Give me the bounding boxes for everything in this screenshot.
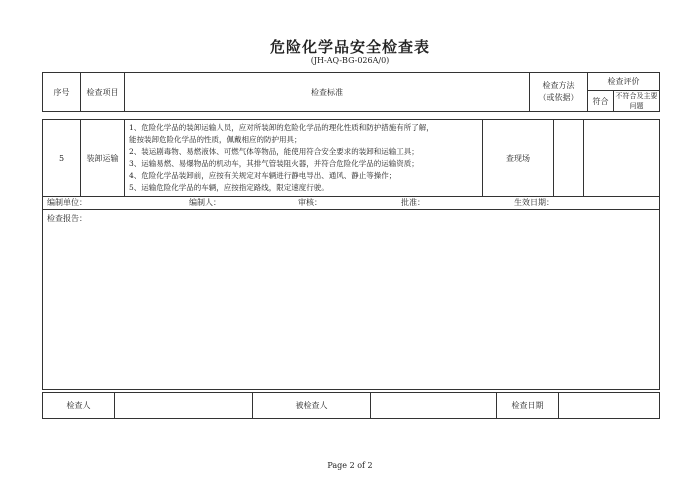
signoff-reviewer: 审核： (298, 198, 322, 207)
signoff-effective-date: 生效日期： (514, 198, 554, 207)
inspected-field[interactable] (371, 393, 497, 419)
date-field[interactable] (559, 393, 660, 419)
report-area (43, 210, 660, 390)
header-item: 检查项目 (81, 73, 125, 112)
header-standard: 检查标准 (125, 73, 530, 112)
standard-line: 2、装运剧毒物、易燃液体、可燃气体等物品，能使用符合安全要求的装卸和运输工具； (129, 147, 419, 156)
row-standards (125, 120, 483, 197)
page-footer: Page 2 of 2 (327, 461, 373, 470)
signoff-author: 编制人： (189, 198, 221, 207)
inspected-label: 被检查人 (253, 393, 371, 419)
row-item: 装卸运输 (81, 120, 125, 197)
standard-line: 能按装卸危险化学品的性质，佩戴相应的防护用具； (129, 135, 302, 144)
signoff-unit: 编制单位： (47, 198, 87, 207)
header-conform: 符合 (588, 91, 614, 112)
standard-line: 1、危险化学品的装卸运输人员，应对所装卸的危险化学品的理化性质和防护措施有所了解， (129, 123, 434, 132)
row-method: 查现场 (483, 120, 554, 197)
inspector-field[interactable] (115, 393, 253, 419)
header-method (530, 73, 588, 112)
document-title: 危险化学品安全检查表 (269, 38, 430, 56)
table-row (43, 120, 660, 197)
header-nonconform: 不符合及主要问题 (615, 92, 658, 110)
signoff-row (43, 197, 660, 210)
body-table (42, 119, 660, 390)
header-method-line2: （或依据） (538, 93, 579, 102)
standard-line: 4、危险化学品装卸前，应按有关规定对车辆进行静电导出、通风、静止等操作； (129, 171, 397, 180)
date-label: 检查日期 (497, 393, 559, 419)
row-conform (554, 120, 584, 197)
standard-line: 3、运输易燃、易爆物品的机动车，其排气管装阻火器，并符合危险化学品的运输资质； (129, 159, 419, 168)
bottom-table (42, 392, 660, 419)
header-evaluation: 检查评价 (588, 73, 660, 91)
header-table (42, 72, 660, 112)
document-code: (JH-AQ-BG-026A/0) (310, 56, 390, 65)
row-seq: 5 (43, 120, 81, 197)
header-seq: 序号 (43, 73, 81, 112)
signoff-approver: 批准： (401, 198, 425, 207)
report-label: 检查报告： (47, 214, 87, 223)
inspector-label: 检查人 (43, 393, 115, 419)
header-method-line1: 检查方法 (542, 81, 575, 90)
standard-line: 5、运输危险化学品的车辆，应按指定路线，限定速度行驶。 (129, 183, 329, 192)
row-nonconform (584, 120, 660, 197)
